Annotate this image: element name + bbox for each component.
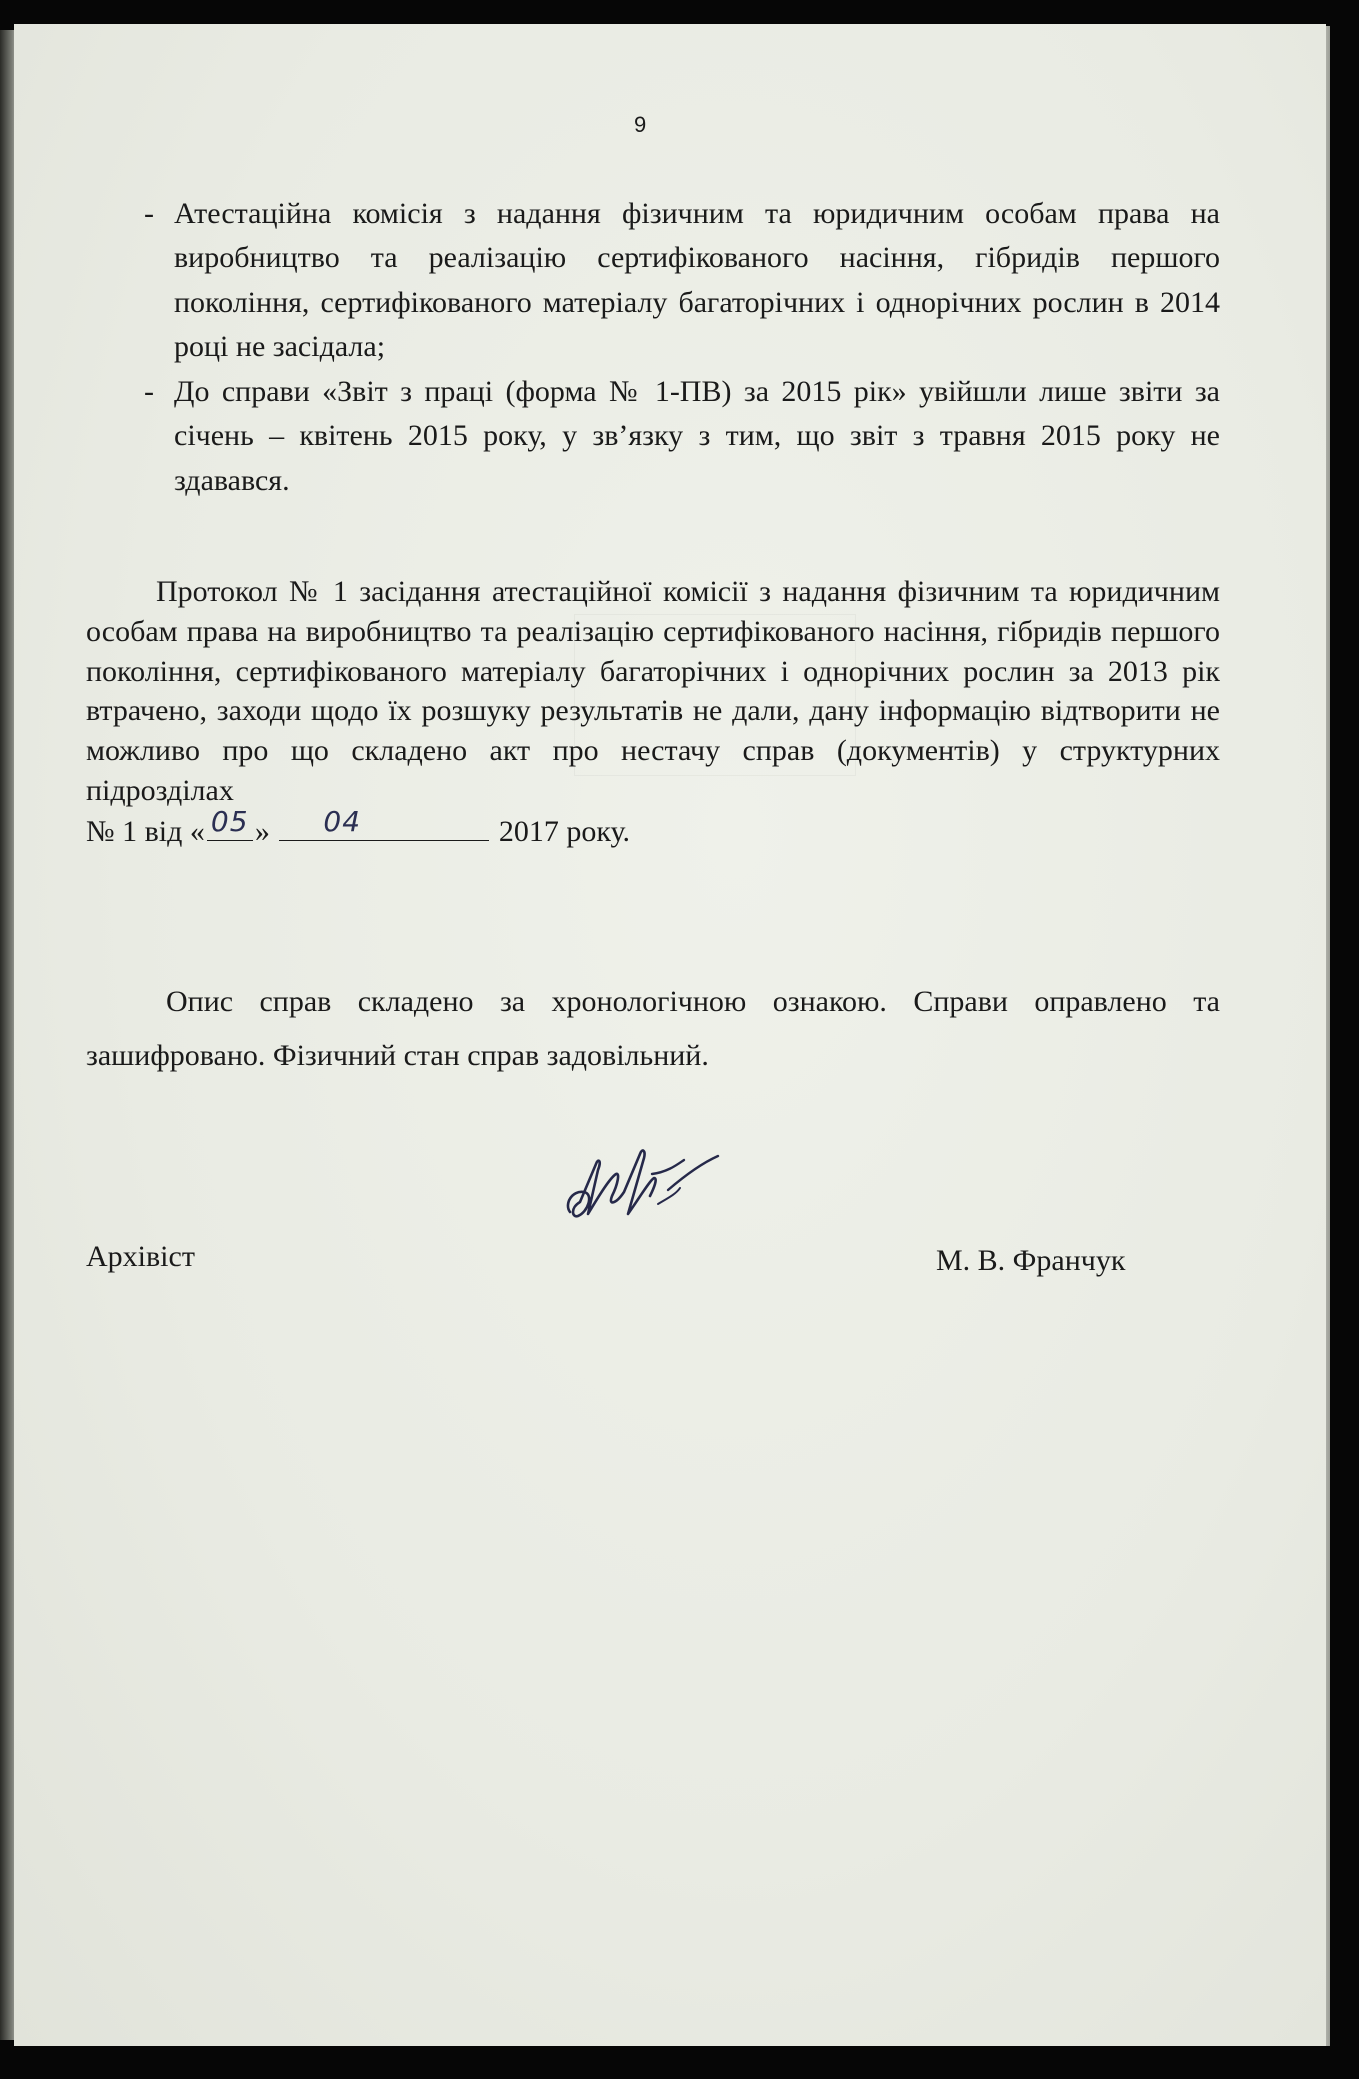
act-day-handwritten: 05 [210,805,249,839]
handwritten-signature [558,1134,738,1244]
note-dash: - [144,197,154,230]
act-suffix: 2017 року. [498,815,631,848]
act-reference-line [86,805,631,852]
act-day-blank [207,805,253,841]
document-sheet [14,24,1326,2046]
act-month-handwritten: 04 [323,805,362,839]
note-text: До справи «Звіт з праці (форма № 1-ПВ) за 2015 рік» увійшли лише звіти за січень – квітень 2015 року, у зв’язку з тим, що звіт з травня 2015 року не здавався. [174,375,1220,497]
signer-name: М. В. Франчук [936,1244,1126,1277]
page-number: 9 [634,112,647,137]
act-prefix: № 1 від « [86,815,205,848]
act-month-blank [279,805,489,841]
position-title: Архівіст [86,1240,195,1273]
note-item [144,370,1220,503]
protocol-paragraph: Протокол № 1 засідання атестаційної комісії з надання фізичним та юридичним особам права на виробництво та реалізацію сертифікованого насіння, гібридів першого покоління, сертифікованого матеріалу багаторічних і однорічних рослин за 2013 рік втрачено, заходи щодо їх розшуку результатів не дали, дану інформацію відтворити не можливо про що складено акт про нестачу справ (документів) у структурних підрозділах [86,575,1220,807]
act-mid: » [254,815,270,848]
note-dash: - [144,375,154,408]
description-paragraph: Опис справ складено за хронологічною ознакою. Справи оправлено та зашифровано. Фізичний стан справ задовільний. [86,985,1220,1072]
note-item [144,192,1220,369]
note-text: Атестаційна комісія з надання фізичним та юридичним особам права на виробництво та реалізацію сертифікованого насіння, гібридів першого покоління, сертифікованого матеріалу багаторічних і однорічних рослин в 2014 році не засідала; [174,197,1220,363]
